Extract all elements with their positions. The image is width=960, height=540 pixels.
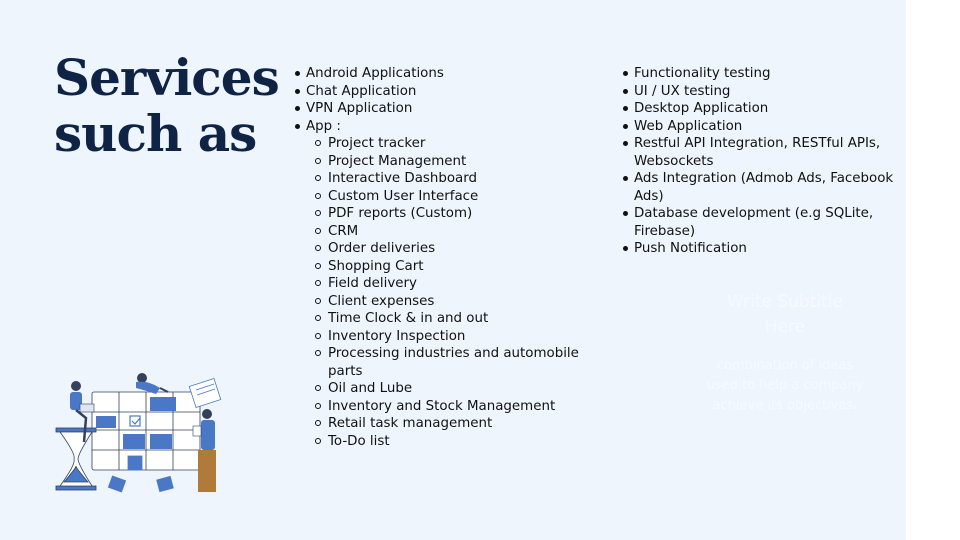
list-item: Desktop Application xyxy=(634,100,896,118)
team-planning-illustration xyxy=(50,370,230,500)
list-item-label: App : xyxy=(306,118,341,134)
placeholder-body-text: combination of ideas used to help a company achieve its objectives. xyxy=(706,358,864,413)
sublist-item: Processing industries and automobile parts xyxy=(328,345,616,380)
list-item-app xyxy=(306,118,616,451)
sublist-item: Custom User Interface xyxy=(328,188,616,206)
list-item: Ads Integration (Admob Ads, Facebook Ads) xyxy=(634,170,896,205)
services-list-left xyxy=(306,65,616,450)
sublist-item: Project tracker xyxy=(328,135,616,153)
sublist-item: PDF reports (Custom) xyxy=(328,205,616,223)
app-sublist xyxy=(306,135,616,450)
list-item: Android Applications xyxy=(306,65,616,83)
list-item: Chat Application xyxy=(306,83,616,101)
sublist-item: CRM xyxy=(328,223,616,241)
sublist-item: Interactive Dashboard xyxy=(328,170,616,188)
sublist-item: To-Do list xyxy=(328,433,616,451)
list-item: Database development (e.g SQLite, Firebase) xyxy=(634,205,896,240)
title-line-2: such as xyxy=(54,104,257,163)
slide-title xyxy=(54,50,294,162)
sublist-item: Retail task management xyxy=(328,415,616,433)
list-item: UI / UX testing xyxy=(634,83,896,101)
sublist-item: Oil and Lube xyxy=(328,380,616,398)
list-item: Web Application xyxy=(634,118,896,136)
list-item: Functionality testing xyxy=(634,65,896,83)
calendar-board-graphic xyxy=(92,392,200,470)
list-item: Push Notification xyxy=(634,240,896,258)
sublist-item: Project Management xyxy=(328,153,616,171)
services-list-right xyxy=(634,65,896,258)
placeholder-subtitle: Write Subtitle Here xyxy=(727,292,843,337)
list-item: Restful API Integration, RESTful APIs, Websockets xyxy=(634,135,896,170)
sublist-item: Client expenses xyxy=(328,293,616,311)
list-item: VPN Application xyxy=(306,100,616,118)
sublist-item: Time Clock & in and out xyxy=(328,310,616,328)
sublist-item: Inventory Inspection xyxy=(328,328,616,346)
sublist-item: Shopping Cart xyxy=(328,258,616,276)
sublist-item: Inventory and Stock Management xyxy=(328,398,616,416)
sublist-item: Order deliveries xyxy=(328,240,616,258)
hourglass-graphic xyxy=(56,428,96,490)
sublist-item: Field delivery xyxy=(328,275,616,293)
title-line-1: Services xyxy=(54,48,279,107)
person-leaning-graphic xyxy=(136,373,168,394)
